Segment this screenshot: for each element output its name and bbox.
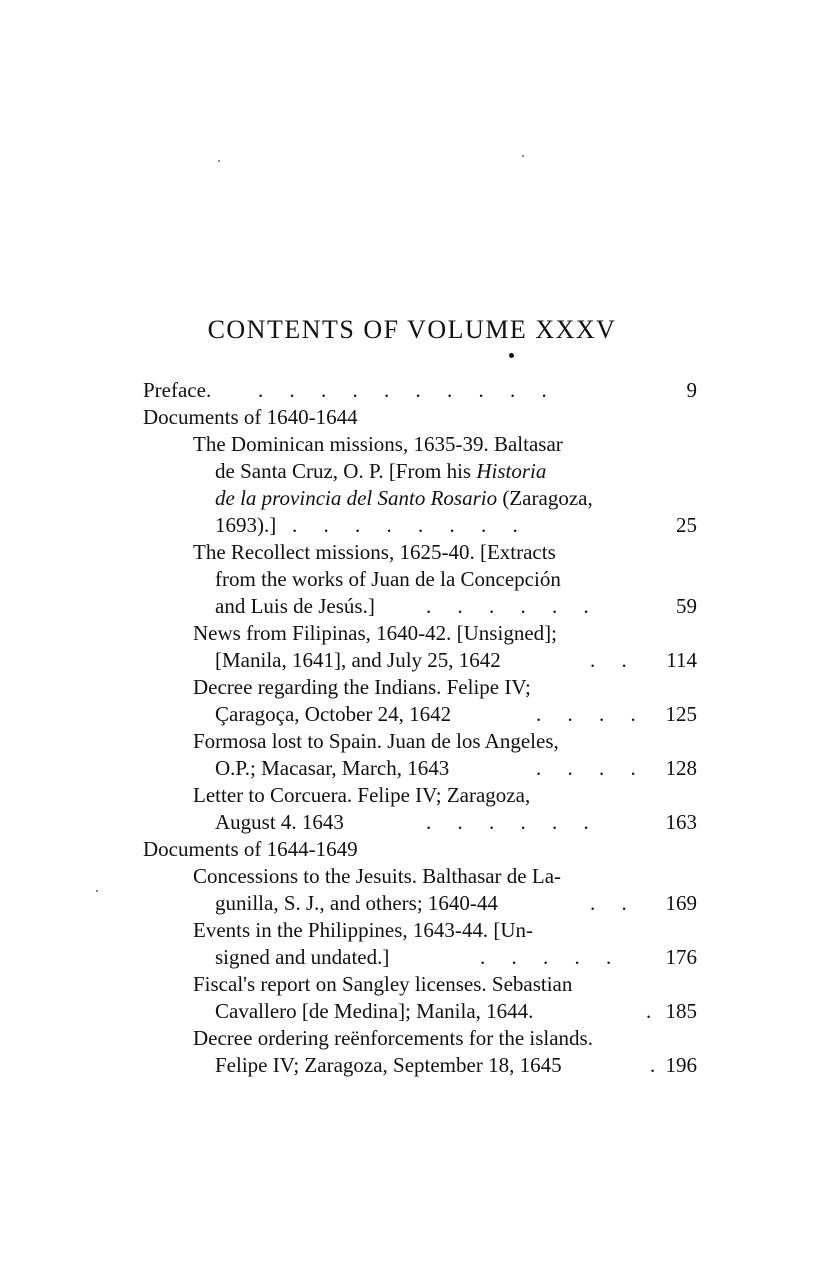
leader-dots: . . . . bbox=[536, 702, 636, 726]
toc-entry-title: [Manila, 1641], and July 25, 1642 bbox=[215, 648, 501, 672]
leader-dots: . . bbox=[590, 648, 627, 672]
toc-entry-title: signed and undated.] bbox=[215, 945, 390, 969]
page-speck bbox=[522, 155, 524, 157]
toc-entry-title: August 4. 1643 bbox=[215, 810, 344, 834]
leader-dots: . . . . bbox=[536, 756, 636, 780]
toc-page-number: 128 bbox=[665, 756, 697, 780]
toc-page-number: 185 bbox=[665, 999, 697, 1023]
leader-dots: . . . . . . . . bbox=[292, 513, 518, 537]
toc-entry-title: from the works of Juan de la Concepción bbox=[215, 567, 561, 591]
toc-section-heading: Documents of 1640-1644 bbox=[143, 405, 358, 429]
toc-entry-title: Decree regarding the Indians. Felipe IV; bbox=[193, 675, 531, 699]
toc-entry-title: gunilla, S. J., and others; 1640-44 bbox=[215, 891, 498, 915]
leader-dots: . . . . . . bbox=[426, 810, 589, 834]
toc-italic-title: Historia bbox=[476, 459, 547, 483]
toc-entry-title: Decree ordering reënforcements for the islands. bbox=[193, 1026, 593, 1050]
toc-text: (Zaragoza, bbox=[497, 486, 593, 510]
toc-page-number: 125 bbox=[665, 702, 697, 726]
page-title: CONTENTS OF VOLUME XXXV bbox=[207, 315, 617, 344]
page-speck bbox=[96, 890, 98, 892]
toc-entry-title: Çaragoça, October 24, 1642 bbox=[215, 702, 452, 726]
toc-entry-title bbox=[215, 485, 593, 512]
toc-entry-title: Events in the Philippines, 1643-44. [Un- bbox=[193, 918, 534, 942]
toc-page-number: 163 bbox=[665, 810, 697, 834]
leader-dots: . bbox=[646, 999, 652, 1023]
toc-entry-title: 1693).] bbox=[215, 513, 277, 537]
toc-entry-title: The Recollect missions, 1625-40. [Extracts bbox=[193, 540, 556, 564]
toc-entry-title: Concessions to the Jesuits. Balthasar de La- bbox=[193, 864, 562, 888]
toc-entry-title: Cavallero [de Medina]; Manila, 1644. bbox=[215, 999, 534, 1023]
toc-entry-title: Felipe IV; Zaragoza, September 18, 1645 bbox=[215, 1053, 562, 1077]
toc-page-number: 9 bbox=[686, 378, 697, 402]
toc-entry-title: Preface. bbox=[143, 378, 212, 402]
toc-entry-title: The Dominican missions, 1635-39. Baltasar bbox=[193, 432, 563, 456]
toc-page-number: 196 bbox=[665, 1053, 697, 1077]
title-ornament bbox=[509, 353, 514, 358]
toc-entry-title bbox=[215, 458, 546, 485]
toc-page-number: 59 bbox=[676, 594, 697, 618]
toc-entry-title: O.P.; Macasar, March, 1643 bbox=[215, 756, 450, 780]
toc-page-number: 169 bbox=[665, 891, 697, 915]
toc-italic-title: de la provincia del Santo Rosario bbox=[215, 486, 498, 510]
page-speck bbox=[218, 160, 220, 162]
leader-dots: . . . . . bbox=[480, 945, 612, 969]
toc-page-number: 176 bbox=[665, 945, 697, 969]
toc-entry-title: Formosa lost to Spain. Juan de los Angeles, bbox=[193, 729, 559, 753]
toc-entry-title: Fiscal's report on Sangley licenses. Sebastian bbox=[193, 972, 573, 996]
leader-dots: . . bbox=[590, 891, 627, 915]
leader-dots: . . . . . . bbox=[426, 594, 589, 618]
toc-entry-title: News from Filipinas, 1640-42. [Unsigned]; bbox=[193, 621, 557, 645]
leader-dots: . . . . . . . . . . bbox=[258, 378, 547, 402]
toc-text: de Santa Cruz, O. P. [From his bbox=[215, 459, 477, 483]
leader-dots: . bbox=[650, 1053, 656, 1077]
toc-page-number: 114 bbox=[666, 648, 697, 672]
toc-entry-title: and Luis de Jesús.] bbox=[215, 594, 375, 618]
toc-entry-title: Letter to Corcuera. Felipe IV; Zaragoza, bbox=[193, 783, 531, 807]
toc-section-heading: Documents of 1644-1649 bbox=[143, 837, 358, 861]
toc-page-number: 25 bbox=[676, 513, 697, 537]
